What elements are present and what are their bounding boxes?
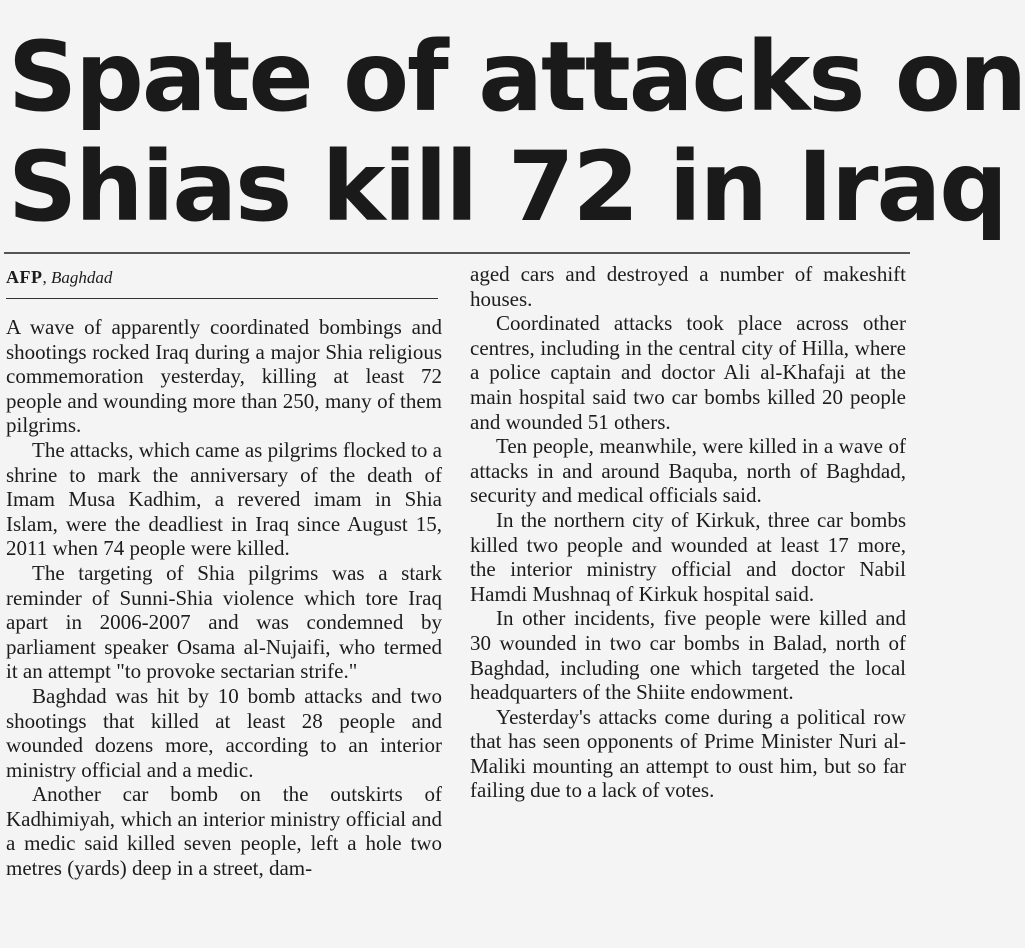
headline-line-1: Spate of attacks on: [8, 21, 1025, 133]
article-column-right: [470, 262, 906, 803]
byline-separator: ,: [42, 268, 47, 287]
paragraph: A wave of apparently coordinated bombings and shootings rocked Iraq during a major Shia religious commemoration yesterday, killing at least 72 people and wounding more than 250, many of them pilgrims.: [6, 315, 442, 438]
paragraph: Coordinated attacks took place across other centres, including in the central city of Hilla, where a police captain and doctor Ali al-Khafaji at the main hospital said two car bombs killed 20 people and wounded 51 others.: [470, 311, 906, 434]
paragraph: The targeting of Shia pilgrims was a stark reminder of Sunni-Shia violence which tore Iraq apart in 2006-2007 and was condemned by parliament speaker Osama al-Nujaifi, who termed it an attempt "to provoke sectarian strife.": [6, 560, 442, 684]
byline-agency: AFP: [6, 267, 43, 287]
paragraph: Ten people, meanwhile, were killed in a wave of attacks in and around Baquba, north of Baghdad, security and medical officials said.: [470, 434, 906, 508]
article-column-left: [6, 262, 442, 881]
paragraph: aged cars and destroyed a number of makeshift houses.: [470, 262, 906, 311]
headline-divider: [4, 252, 910, 254]
paragraph: In other incidents, five people were killed and 30 wounded in two car bombs in Balad, north of Baghdad, including one which targeted the local headquarters of the Shiite endowment.: [470, 606, 906, 705]
paragraph: The attacks, which came as pilgrims flocked to a shrine to mark the anniversary of the death of Imam Musa Kadhim, a revered imam in Shia Islam, were the deadliest in Iraq since August 15, 2011 when 74 people were killed.: [6, 437, 442, 561]
headline-line-2: Shias kill 72 in Iraq: [8, 131, 1006, 243]
paragraph: Another car bomb on the outskirts of Kadhimiyah, which an interior ministry official and a medic said killed seven people, left a hole two metres (yards) deep in a street, dam-: [6, 782, 442, 881]
paragraph: Baghdad was hit by 10 bomb attacks and two shootings that killed at least 28 people and wounded dozens more, according to an interior ministry official and a medic.: [6, 683, 442, 782]
paragraph: Yesterday's attacks come during a political row that has seen opponents of Prime Minister Nuri al-Maliki mounting an attempt to oust him, but so far failing due to a lack of votes.: [470, 704, 906, 803]
byline-place: Baghdad: [51, 268, 113, 287]
byline: [6, 262, 438, 299]
paragraph: In the northern city of Kirkuk, three car bombs killed two people and wounded at least 17 more, the interior ministry official and doctor Nabil Hamdi Mushnaq of Kirkuk hospital said.: [470, 507, 906, 606]
headline: [8, 21, 1025, 243]
